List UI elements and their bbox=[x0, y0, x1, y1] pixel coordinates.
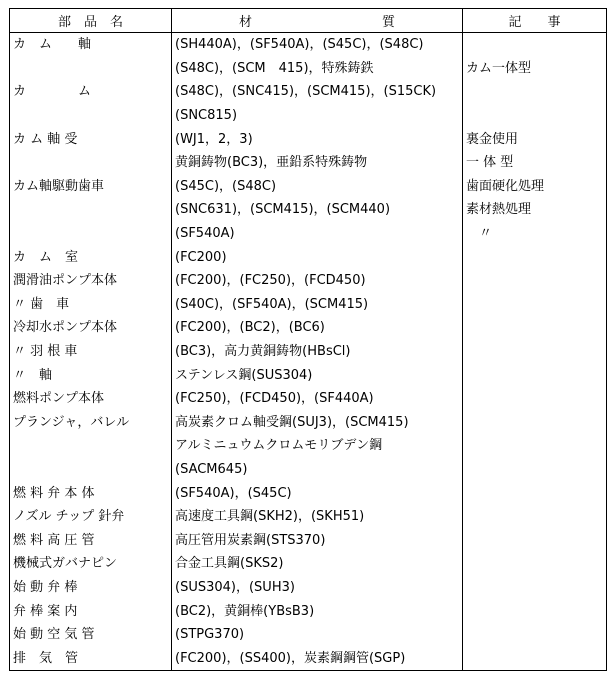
cell-remarks bbox=[463, 458, 607, 482]
cell-material: (S45C)，(S48C) bbox=[172, 175, 463, 199]
cell-part-name: 排 気 管 bbox=[10, 646, 172, 670]
header-remarks: 記 事 bbox=[463, 9, 607, 33]
cell-remarks bbox=[463, 623, 607, 647]
cell-part-name: ノズル チップ 針弁 bbox=[10, 505, 172, 529]
cell-remarks: 〃 bbox=[463, 222, 607, 246]
table-row bbox=[10, 481, 607, 505]
table-row bbox=[10, 245, 607, 269]
cell-material: (STPG370) bbox=[172, 623, 463, 647]
table-row bbox=[10, 80, 607, 104]
cell-remarks bbox=[463, 434, 607, 458]
cell-remarks: 歯面硬化処理 bbox=[463, 175, 607, 199]
table-row bbox=[10, 363, 607, 387]
cell-part-name: カ ム 室 bbox=[10, 245, 172, 269]
cell-part-name: カ ム 軸 受 bbox=[10, 127, 172, 151]
table-row bbox=[10, 646, 607, 670]
table-row bbox=[10, 316, 607, 340]
cell-remarks bbox=[463, 411, 607, 435]
table-row bbox=[10, 293, 607, 317]
cell-material: (FC200)，(BC2)，(BC6) bbox=[172, 316, 463, 340]
table-row bbox=[10, 198, 607, 222]
table-row bbox=[10, 552, 607, 576]
cell-remarks bbox=[463, 576, 607, 600]
cell-material: (S48C)，(SNC415)，(SCM415)，(S15CK) bbox=[172, 80, 463, 104]
cell-remarks bbox=[463, 340, 607, 364]
cell-material: (FC200) bbox=[172, 245, 463, 269]
cell-part-name: 機械式ガバナピン bbox=[10, 552, 172, 576]
cell-part-name bbox=[10, 222, 172, 246]
cell-material: (BC2)，黄銅棒(YBsB3) bbox=[172, 599, 463, 623]
cell-remarks bbox=[463, 316, 607, 340]
table-row bbox=[10, 104, 607, 128]
table-row bbox=[10, 434, 607, 458]
cell-part-name: カム軸駆動歯車 bbox=[10, 175, 172, 199]
cell-remarks bbox=[463, 104, 607, 128]
cell-material: 合金工具鋼(SKS2) bbox=[172, 552, 463, 576]
cell-part-name: 潤滑油ポンプ本体 bbox=[10, 269, 172, 293]
table-row bbox=[10, 340, 607, 364]
cell-part-name bbox=[10, 104, 172, 128]
cell-material: 高速度工具鋼(SKH2)，(SKH51) bbox=[172, 505, 463, 529]
table-row bbox=[10, 505, 607, 529]
cell-remarks bbox=[463, 33, 607, 57]
cell-remarks bbox=[463, 646, 607, 670]
table-row bbox=[10, 528, 607, 552]
table-row bbox=[10, 458, 607, 482]
cell-remarks: 裏金使用 bbox=[463, 127, 607, 151]
cell-remarks bbox=[463, 363, 607, 387]
cell-remarks bbox=[463, 505, 607, 529]
cell-remarks bbox=[463, 269, 607, 293]
cell-part-name bbox=[10, 198, 172, 222]
cell-part-name: プランジャ，バレル bbox=[10, 411, 172, 435]
cell-part-name: カ ム bbox=[10, 80, 172, 104]
cell-material: 高炭素クロム軸受鋼(SUJ3)，(SCM415) bbox=[172, 411, 463, 435]
header-part-name: 部 品 名 bbox=[10, 9, 172, 33]
cell-part-name: 〃 軸 bbox=[10, 363, 172, 387]
cell-part-name bbox=[10, 458, 172, 482]
cell-remarks: カム一体型 bbox=[463, 57, 607, 81]
table-row bbox=[10, 387, 607, 411]
cell-part-name bbox=[10, 57, 172, 81]
cell-material: (SF540A) bbox=[172, 222, 463, 246]
cell-part-name: 燃 料 高 圧 管 bbox=[10, 528, 172, 552]
cell-part-name: 〃 歯 車 bbox=[10, 293, 172, 317]
table-row bbox=[10, 576, 607, 600]
cell-part-name: 始 動 空 気 管 bbox=[10, 623, 172, 647]
header-material: 材 質 bbox=[172, 9, 463, 33]
table-row bbox=[10, 222, 607, 246]
table-row bbox=[10, 411, 607, 435]
cell-material: (SH440A)，(SF540A)，(S45C)，(S48C) bbox=[172, 33, 463, 57]
cell-remarks: 素材熱処理 bbox=[463, 198, 607, 222]
cell-material: (SNC815) bbox=[172, 104, 463, 128]
table-row bbox=[10, 599, 607, 623]
table-row bbox=[10, 57, 607, 81]
cell-material: (WJ1，2，3) bbox=[172, 127, 463, 151]
table-row bbox=[10, 127, 607, 151]
cell-remarks bbox=[463, 293, 607, 317]
table-row bbox=[10, 623, 607, 647]
table-row bbox=[10, 269, 607, 293]
cell-remarks bbox=[463, 599, 607, 623]
cell-part-name bbox=[10, 434, 172, 458]
cell-remarks: 一 体 型 bbox=[463, 151, 607, 175]
cell-material: (FC250)，(FCD450)，(SF440A) bbox=[172, 387, 463, 411]
cell-remarks bbox=[463, 245, 607, 269]
cell-material: アルミニュウムクロムモリブデン鋼 bbox=[172, 434, 463, 458]
cell-material: (BC3)，高力黄銅鋳物(HBsCl) bbox=[172, 340, 463, 364]
cell-remarks bbox=[463, 528, 607, 552]
table-row bbox=[10, 175, 607, 199]
cell-material: (FC200)，(SS400)，炭素鋼鋼管(SGP) bbox=[172, 646, 463, 670]
cell-part-name: 冷却水ポンプ本体 bbox=[10, 316, 172, 340]
cell-material: (S48C)，(SCM 415)，特殊鋳鉄 bbox=[172, 57, 463, 81]
cell-material: (S40C)，(SF540A)，(SCM415) bbox=[172, 293, 463, 317]
cell-material: (SACM645) bbox=[172, 458, 463, 482]
cell-part-name: 始 動 弁 棒 bbox=[10, 576, 172, 600]
cell-remarks bbox=[463, 481, 607, 505]
cell-material: 高圧管用炭素鋼(STS370) bbox=[172, 528, 463, 552]
cell-part-name: 燃 料 弁 本 体 bbox=[10, 481, 172, 505]
cell-part-name: 燃料ポンプ本体 bbox=[10, 387, 172, 411]
cell-remarks bbox=[463, 80, 607, 104]
cell-part-name: 〃 羽 根 車 bbox=[10, 340, 172, 364]
cell-material: (SF540A)，(S45C) bbox=[172, 481, 463, 505]
cell-material: 黄銅鋳物(BC3)，亜鉛系特殊鋳物 bbox=[172, 151, 463, 175]
cell-material: ステンレス鋼(SUS304) bbox=[172, 363, 463, 387]
table-row bbox=[10, 151, 607, 175]
cell-part-name: カ ム 軸 bbox=[10, 33, 172, 57]
cell-part-name bbox=[10, 151, 172, 175]
cell-part-name: 弁 棒 案 内 bbox=[10, 599, 172, 623]
cell-material: (SNC631)，(SCM415)，(SCM440) bbox=[172, 198, 463, 222]
header-row bbox=[10, 9, 607, 33]
materials-table bbox=[9, 8, 607, 671]
cell-remarks bbox=[463, 387, 607, 411]
table-row bbox=[10, 33, 607, 57]
cell-material: (FC200)，(FC250)，(FCD450) bbox=[172, 269, 463, 293]
cell-material: (SUS304)，(SUH3) bbox=[172, 576, 463, 600]
cell-remarks bbox=[463, 552, 607, 576]
